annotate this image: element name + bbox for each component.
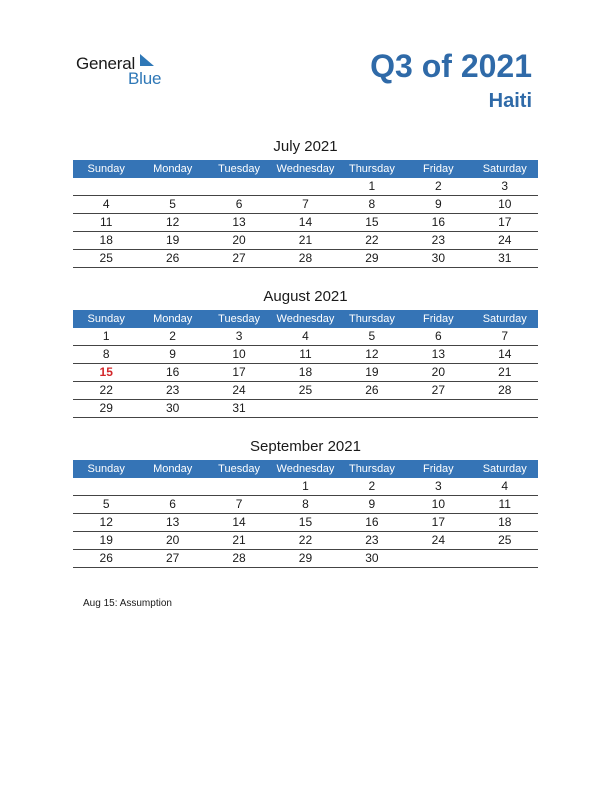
- day-cell: 1: [368, 179, 376, 193]
- day-cell: 5: [368, 329, 376, 343]
- weekday-header-cell: Friday: [423, 463, 454, 475]
- weekday-header-cell: Tuesday: [218, 313, 260, 325]
- day-cell: 15: [365, 215, 379, 229]
- week-row: [73, 232, 538, 250]
- day-cell: 1: [302, 479, 309, 493]
- day-cell: 13: [165, 515, 180, 529]
- day-cell: 8: [302, 497, 309, 511]
- weekday-header-cell: Sunday: [87, 463, 125, 475]
- day-cell: 6: [235, 197, 243, 211]
- week-row: [73, 250, 538, 268]
- day-cell: 24: [498, 233, 512, 247]
- day-cell: 24: [431, 533, 445, 547]
- day-cell: 3: [235, 329, 243, 343]
- day-cell: 13: [232, 215, 246, 229]
- weekday-header-cell: Saturday: [482, 163, 527, 175]
- week-row: [73, 400, 538, 418]
- day-cell: 2: [368, 479, 376, 493]
- day-cell: 16: [431, 215, 445, 229]
- day-cell: 12: [99, 515, 113, 529]
- week-row: [73, 550, 538, 568]
- day-cell: 18: [498, 515, 512, 529]
- day-cell: 7: [501, 329, 509, 343]
- day-cell: 18: [298, 365, 313, 379]
- country-name: Haiti: [488, 90, 532, 112]
- week-row: [73, 478, 538, 496]
- day-cell: 6: [434, 329, 442, 343]
- logo-text-blue: Blue: [128, 69, 162, 88]
- day-cell: 30: [431, 251, 445, 265]
- empty-day-cell: [405, 400, 471, 417]
- day-cell: 9: [368, 497, 376, 511]
- day-cell: 1: [102, 329, 110, 343]
- weekday-header-row: [73, 310, 538, 328]
- day-cell: 10: [431, 497, 445, 511]
- day-cell: 10: [232, 347, 246, 361]
- day-cell: 13: [431, 347, 445, 361]
- day-cell: 26: [165, 251, 180, 265]
- day-cell: 11: [498, 497, 511, 511]
- week-row: [73, 346, 538, 364]
- day-cell: 6: [169, 497, 176, 511]
- week-row: [73, 196, 538, 214]
- day-cell: 4: [501, 479, 509, 493]
- day-cell: 17: [232, 365, 246, 379]
- logo-triangle-icon: [140, 54, 154, 66]
- day-cell: 10: [498, 197, 512, 211]
- weekday-header-cell: Sunday: [87, 313, 125, 325]
- day-cell: 15: [99, 365, 113, 379]
- weekday-header-row: [73, 160, 538, 178]
- day-cell: 11: [99, 215, 113, 229]
- day-cell: 31: [232, 401, 246, 415]
- day-cell: 31: [498, 251, 512, 265]
- day-cell: 26: [365, 383, 379, 397]
- week-row: [73, 514, 538, 532]
- month-name: September 2021: [250, 438, 361, 455]
- day-cell: 26: [99, 551, 113, 565]
- day-cell: 5: [169, 197, 176, 211]
- day-cell: 8: [368, 197, 376, 211]
- day-cell: 15: [298, 515, 313, 529]
- day-cell: 14: [298, 215, 313, 229]
- day-cell: 5: [102, 497, 110, 511]
- weekday-header-cell: Wednesday: [276, 313, 335, 325]
- weekday-header-cell: Thursday: [348, 313, 395, 325]
- day-cell: 16: [165, 365, 180, 379]
- month-name: July 2021: [273, 138, 338, 155]
- weekday-header-cell: Wednesday: [276, 463, 335, 475]
- day-cell: 7: [235, 497, 243, 511]
- day-cell: 27: [232, 251, 246, 265]
- day-cell: 20: [232, 233, 246, 247]
- weekday-header-cell: Thursday: [348, 463, 395, 475]
- weekday-header-cell: Thursday: [348, 163, 395, 175]
- day-cell: 28: [498, 383, 512, 397]
- weekday-header-cell: Tuesday: [218, 163, 260, 175]
- day-cell: 22: [365, 233, 379, 247]
- week-row: [73, 328, 538, 346]
- day-cell: 4: [102, 197, 110, 211]
- empty-day-cell: [139, 478, 205, 495]
- holiday-notes: [83, 598, 172, 609]
- day-cell: 12: [365, 347, 379, 361]
- day-cell: 25: [498, 533, 512, 547]
- week-row: [73, 178, 538, 196]
- day-cell: 12: [165, 215, 180, 229]
- day-cell: 25: [99, 251, 113, 265]
- weekday-header-cell: Sunday: [87, 163, 125, 175]
- holiday-note: Aug 15: Assumption: [83, 598, 172, 609]
- day-cell: 20: [165, 533, 180, 547]
- day-cell: 29: [365, 251, 379, 265]
- weekday-header-cell: Saturday: [482, 463, 527, 475]
- month-calendar-july: [73, 137, 538, 268]
- weekday-header-cell: Monday: [153, 463, 193, 475]
- empty-day-cell: [206, 178, 272, 195]
- day-cell: 21: [498, 365, 512, 379]
- day-cell: 18: [99, 233, 113, 247]
- day-cell: 27: [431, 383, 445, 397]
- day-cell: 8: [102, 347, 110, 361]
- empty-day-cell: [272, 178, 338, 195]
- weekday-header-cell: Friday: [423, 163, 454, 175]
- day-cell: 27: [165, 551, 180, 565]
- weekday-header-row: [73, 460, 538, 478]
- day-cell: 30: [165, 401, 180, 415]
- day-cell: 23: [165, 383, 180, 397]
- day-cell: 29: [298, 551, 313, 565]
- empty-day-cell: [206, 478, 272, 495]
- day-cell: 11: [299, 347, 312, 361]
- day-cell: 28: [298, 251, 313, 265]
- empty-day-cell: [73, 478, 139, 495]
- empty-day-cell: [405, 550, 471, 567]
- day-cell: 14: [232, 515, 246, 529]
- weekday-header-cell: Monday: [153, 313, 193, 325]
- empty-day-cell: [472, 400, 538, 417]
- day-cell: 23: [365, 533, 379, 547]
- day-cell: 3: [501, 179, 509, 193]
- month-calendar-august: [73, 287, 538, 418]
- day-cell: 21: [232, 533, 246, 547]
- weekday-header-cell: Saturday: [482, 313, 527, 325]
- day-cell: 22: [99, 383, 113, 397]
- week-row: [73, 382, 538, 400]
- day-cell: 19: [165, 233, 180, 247]
- weekday-header-cell: Tuesday: [218, 463, 260, 475]
- day-cell: 21: [298, 233, 313, 247]
- empty-day-cell: [472, 550, 538, 567]
- day-cell: 17: [498, 215, 512, 229]
- day-cell: 29: [99, 401, 113, 415]
- logo-text-general: General: [76, 54, 136, 73]
- week-row: [73, 214, 538, 232]
- day-cell: 20: [431, 365, 445, 379]
- empty-day-cell: [73, 178, 139, 195]
- day-cell: 2: [434, 179, 442, 193]
- weekday-header-cell: Friday: [423, 313, 454, 325]
- page-title: Q3 of 2021: [370, 48, 532, 84]
- month-name: August 2021: [263, 288, 348, 305]
- day-cell: 9: [434, 197, 442, 211]
- week-row: [73, 532, 538, 550]
- day-cell: 4: [302, 329, 309, 343]
- empty-day-cell: [339, 400, 405, 417]
- day-cell: 28: [232, 551, 246, 565]
- month-calendar-september: [73, 437, 538, 568]
- day-cell: 2: [169, 329, 176, 343]
- day-cell: 14: [498, 347, 512, 361]
- empty-day-cell: [139, 178, 205, 195]
- day-cell: 7: [302, 197, 309, 211]
- day-cell: 17: [431, 515, 445, 529]
- day-cell: 23: [431, 233, 445, 247]
- empty-day-cell: [272, 400, 338, 417]
- generalblue-logo: [76, 54, 176, 88]
- weekday-header-cell: Monday: [153, 163, 193, 175]
- day-cell: 9: [169, 347, 176, 361]
- week-row: [73, 364, 538, 382]
- day-cell: 22: [298, 533, 313, 547]
- day-cell: 3: [434, 479, 442, 493]
- weekday-header-cell: Wednesday: [276, 163, 335, 175]
- day-cell: 19: [365, 365, 379, 379]
- day-cell: 16: [365, 515, 379, 529]
- day-cell: 19: [99, 533, 113, 547]
- day-cell: 25: [298, 383, 313, 397]
- day-cell: 30: [365, 551, 379, 565]
- day-cell: 24: [232, 383, 246, 397]
- week-row: [73, 496, 538, 514]
